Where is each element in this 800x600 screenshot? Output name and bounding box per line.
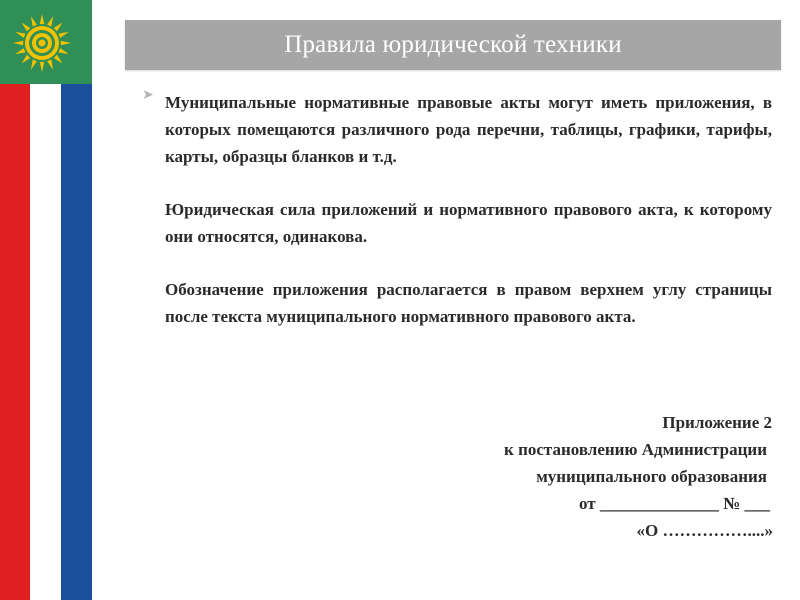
slide-body [165,89,772,356]
emblem-ray [15,48,25,54]
emblem-ray [31,16,37,26]
emblem-ray [61,41,71,46]
appendix-sample [353,409,773,544]
emblem-ray [31,60,37,70]
emblem-ray [54,22,63,31]
appendix-subject: «О ……………....» [636,521,773,540]
slide-title: Правила юридической техники [284,31,622,58]
emblem-ray [59,32,69,38]
emblem-ray [21,55,30,64]
emblem-ray [15,32,25,38]
appendix-resolution: к постановлению Администрации [504,440,767,459]
paragraph-legal-force: Юридическая сила приложений и нормативного правового акта, к которому они относятся, одинакова. [165,200,772,246]
title-bar [125,20,781,70]
emblem-ray [54,55,63,64]
flag-red-band [0,84,30,600]
emblem-ray [40,14,45,24]
emblem-ray [21,22,30,31]
emblem-ray [13,41,23,46]
emblem-ray [47,60,53,70]
emblem-ray [47,16,53,26]
sun-emblem-icon [11,12,73,74]
paragraph-appendices: Муниципальные нормативные правовые акты могут иметь приложения, в которых помещаются различного рода перечни, таблицы, графики, тарифы, карты, образцы бланков и т.д. [165,93,772,166]
appendix-date-number: от ______________ № ___ [579,494,770,513]
arrow-bullet-icon: ➤ [142,87,154,103]
paragraph-designation: Обозначение приложения располагается в правом верхнем углу страницы после текста муниципального нормативного правового акта. [165,280,772,326]
emblem-ray [40,62,45,72]
flag-blue-band [61,84,92,600]
flag-strip [0,0,92,600]
appendix-municipality: муниципального образования [536,467,767,486]
flag-white-band [30,84,61,600]
emblem-ray [59,48,69,54]
appendix-number: Приложение 2 [662,413,772,432]
